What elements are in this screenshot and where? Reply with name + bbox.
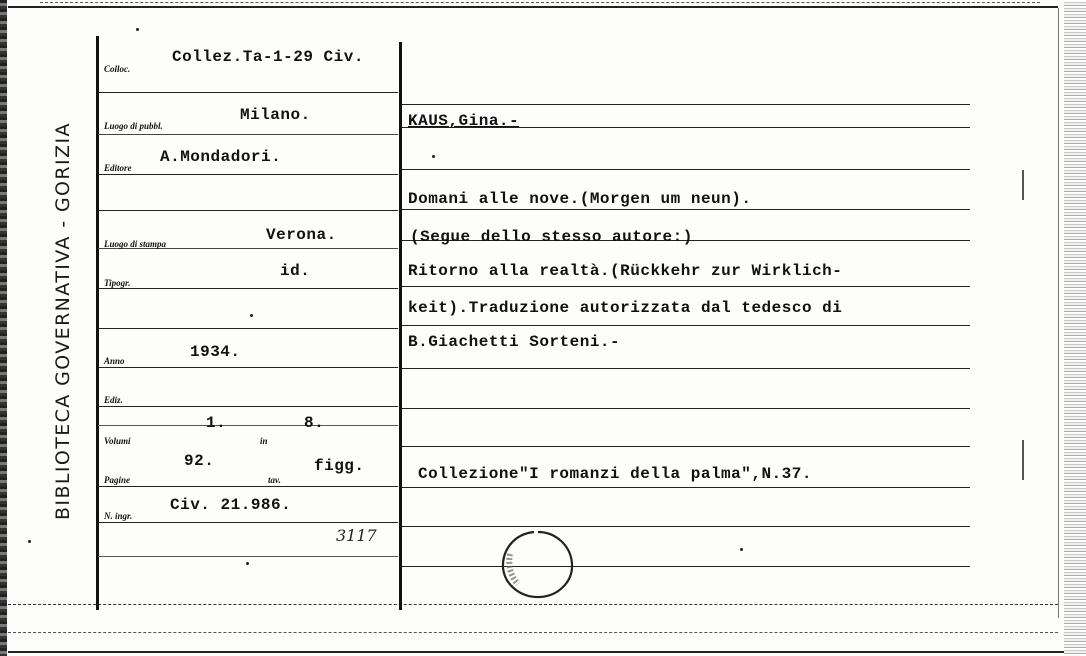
handwritten-number: 3117: [336, 526, 377, 545]
speck: [740, 548, 743, 551]
value-volumi: 1.: [206, 414, 227, 432]
right-row-line: [402, 209, 970, 210]
entry-note-line-3: keit).Traduzione autorizzata dal tedesco di: [408, 299, 843, 317]
left-row-line: [98, 174, 398, 175]
label-pagine: Pagine: [104, 475, 130, 485]
left-row-line: [98, 288, 398, 289]
left-row-line: [98, 406, 398, 407]
entry-title: Domani alle nove.(Morgen um neun).: [408, 190, 752, 208]
label-tavole: tav.: [268, 475, 281, 485]
label-collocazione: Colloc.: [104, 64, 131, 74]
left-row-line: [98, 486, 398, 487]
circular-stamp: [494, 526, 584, 604]
right-row-line: [402, 487, 970, 488]
value-tipografia: id.: [280, 262, 311, 280]
speck: [250, 314, 253, 317]
right-row-line: [402, 169, 970, 170]
bottom-border-line: [8, 651, 1064, 653]
left-row-line: [98, 92, 398, 93]
entry-note-line-4: B.Giachetti Sorteni.-: [408, 333, 621, 351]
top-border-line: [8, 6, 1058, 8]
right-row-line: [402, 446, 970, 447]
value-n-ingr: Civ. 21.986.: [170, 496, 292, 514]
left-row-line: [98, 425, 398, 426]
left-column-rule: [96, 36, 99, 610]
left-row-line: [98, 134, 398, 135]
entry-note-line-1: (Segue dello stesso autore:): [410, 228, 693, 246]
left-row-line: [98, 210, 398, 211]
right-row-line: [402, 368, 970, 369]
right-row-line: [402, 286, 970, 287]
label-n-ingr: N. ingr.: [104, 511, 133, 521]
label-edizione: Ediz.: [104, 395, 123, 405]
right-row-line: [402, 408, 970, 409]
speck: [246, 562, 249, 565]
left-row-line: [98, 328, 398, 329]
value-tavole: figg.: [314, 457, 365, 475]
speck: [28, 540, 31, 543]
value-luogo-stampa: Verona.: [266, 226, 337, 244]
entry-series: Collezione"I romanzi della palma",N.37.: [418, 465, 812, 483]
label-editore: Editore: [104, 163, 132, 173]
label-volumi: Volumi: [104, 436, 131, 446]
bottom-dash-line-1: [8, 604, 1058, 605]
left-row-line: [98, 367, 398, 368]
left-binding-edge: [0, 0, 7, 656]
entry-author: KAUS,Gina.-: [408, 112, 520, 130]
value-collocazione: Collez.Ta-1-29 Civ.: [172, 48, 364, 66]
right-row-line: [402, 566, 970, 567]
right-border-line: [1058, 8, 1059, 618]
label-luogo-pubbl: Luogo di pubbl.: [104, 121, 163, 131]
speck: [1022, 440, 1024, 480]
right-row-line: [402, 526, 970, 527]
bottom-dash-line-2: [8, 632, 1058, 633]
label-tipografia: Tipogr.: [104, 278, 131, 288]
library-stamp-text: BIBLIOTECA GOVERNATIVA - GORIZIA: [52, 122, 74, 520]
right-row-line: [402, 104, 970, 105]
label-luogo-stampa: Luogo di stampa: [104, 239, 167, 249]
left-row-line: [98, 522, 398, 523]
value-editore: A.Mondadori.: [160, 148, 282, 166]
entry-note-line-2: Ritorno alla realtà.(Rückkehr zur Wirklich-: [408, 262, 843, 280]
left-row-line: [98, 556, 398, 557]
label-anno: Anno: [104, 356, 125, 366]
value-luogo-pubbl: Milano.: [240, 106, 311, 124]
label-in: in: [260, 436, 268, 446]
value-anno: 1934.: [190, 343, 241, 361]
value-in: 8.: [304, 414, 325, 432]
value-pagine: 92.: [184, 452, 215, 470]
speck: [136, 28, 139, 31]
top-dash-line: [40, 2, 1040, 3]
right-scan-edge: [1064, 0, 1086, 656]
speck: [432, 155, 435, 158]
speck: [1022, 170, 1024, 200]
right-row-line: [402, 325, 970, 326]
